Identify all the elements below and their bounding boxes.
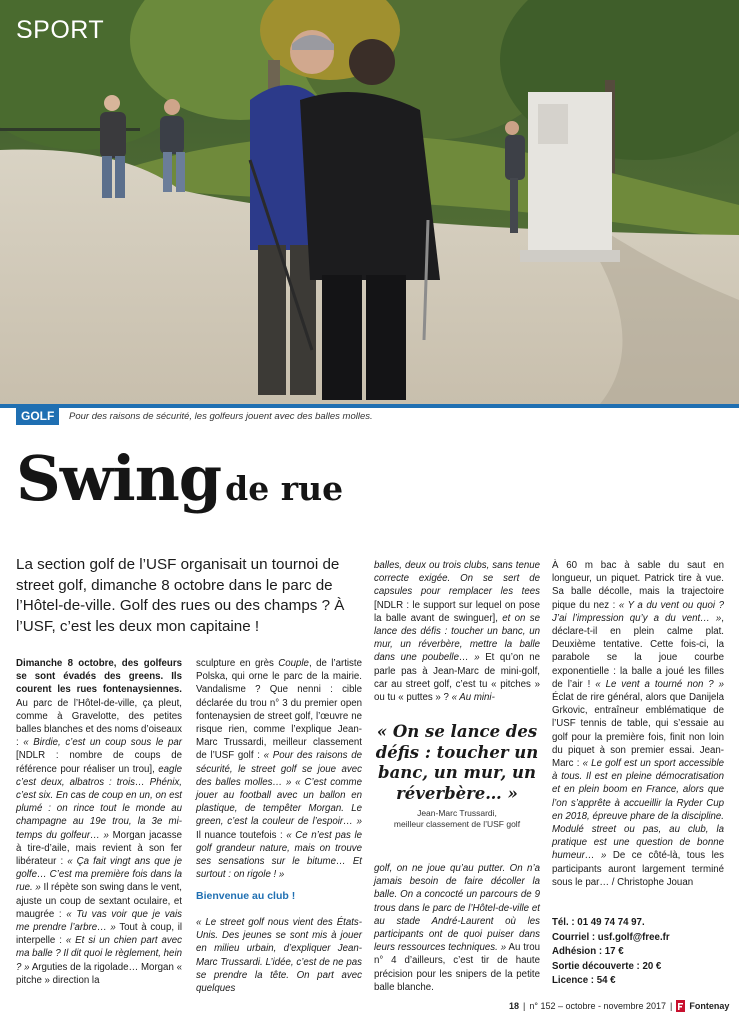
quote-run: « Et si un chien part avec ma balle ? Il dit quoi le règlement, hein ? » [16, 935, 183, 973]
text-run: [NDLR : nombre de coups de référence pour réaliser un trou], [16, 750, 182, 775]
pull-quote-author: Jean-Marc Trussardi, [417, 808, 497, 818]
contact-info [552, 916, 724, 989]
text-run: Éclat de rire général, alors que Danijela Grkovic, entraîneur emblématique de l’USF tennis de table, qui s’essaie au golf pour la première fois, finit non loin du piquet à son premier essai. Jean-Marc : [552, 692, 724, 770]
text-run: , déclare-t-il en plein calme plat. Deuxième tentative. Cette fois-ci, la parabole se la joue courbe exponentielle : la balle a joué les filles de l’air ! [552, 612, 724, 690]
contact-label: Courriel : [552, 931, 596, 943]
footer-separator: | [523, 1001, 526, 1011]
contact-discovery [552, 960, 724, 975]
quote-run: golf, on ne joue qu’au putter. On n’a jamais besoin de faire décoller la balle. On a concocté un parcours de 9 trous dans le parc de l’Hôtel-de-ville et au stade André-Laurent où les participants ont de quoi puiser dans leurs ressources techniques. » [374, 863, 540, 954]
quote-run: « Le street golf nous vient des États-Unis. Des jeunes se sont mis à jouer en milieu urbain, d’expliquer Jean-Marc Trussardi. L’idée, c’est de ne pas se prendre la tête. On part avec quelques [196, 917, 362, 995]
text-run: Il nuance toutefois : [196, 829, 287, 841]
quote-run: balles, deux ou trois clubs, sans tenue correcte exigée. On se sert de capsules pour remplacer les tees [374, 560, 540, 598]
article-column-3 [374, 559, 540, 704]
headline-main: Swing [16, 442, 222, 515]
contact-value: 01 49 74 74 97. [574, 917, 645, 928]
subheading: Bienvenue au club ! [196, 890, 296, 902]
contact-label: Tél. : [552, 917, 575, 928]
text-run: , de l’artiste Polska, qui orne le parc de la mairie. Vandalisme ? Que nenni : cible déclarée du trou n° 3 du premier open fontenaysien de street golf, l’œuvre ne risque rien, comme l’explique Jean-Marc Trussardi, meilleur classement de l’USF golf : [196, 658, 362, 762]
contact-email [552, 931, 724, 946]
article-column-4 [552, 559, 724, 889]
headline-rest: de rue [225, 469, 344, 508]
lead-paragraph: Dimanche 8 octobre, des golfeurs se sont évadés des greens. Ils courent les rues fontenaysiennes. [16, 658, 182, 696]
text-run: Morgan jacasse à tire-d’aile, mais revient à son fer libérateur : [16, 829, 182, 868]
contact-membership [552, 945, 724, 960]
quote-run: « Le golf est un sport accessible à tous. Il est en pleine démocratisation et en plein boom en France, alors que l’on s’apprête à accueillir la Ryder Cup en 2018, épreuve phare de la discipline. Modulé street ou pas, au club, la pratique est une question de bonne humeur… » [552, 758, 724, 862]
street-golf-photo [0, 0, 739, 404]
quote-run: « Tu vas voir que je vais me prendre l’arbre… » [16, 908, 182, 934]
text-run: Tout à coup, il interpelle : [16, 922, 182, 947]
standfirst: La section golf de l’USF organisait un tournoi de street golf, dimanche 8 octobre dans le parc de l’Hôtel-de-ville. Golf des rues ou des champs ? À l’USF, c’est les deux mon capitaine ! [16, 556, 345, 635]
quote-run: « Birdie, c’est un coup sous le par [23, 737, 182, 749]
text-run: Arguties de la rigolade… Morgan « pitche » direction la [16, 961, 183, 986]
text-run: Au trou n° 4 d’ailleurs, c’est tir de haute précision pour les snipers de la petite balle blanche. [374, 942, 541, 993]
quote-run: « Ça fait vingt ans que je golfe… C’est ma première fois dans la rue. » [16, 856, 182, 894]
contact-value: 20 € [639, 960, 662, 972]
byline: / Christophe Jouan [611, 876, 694, 888]
footer-separator: | [670, 1001, 673, 1011]
section-label: SPORT [16, 16, 105, 44]
hero-photo [0, 0, 739, 404]
text-run: Au parc de l’Hôtel-de-ville, ça pleut, comme à Gravelotte, des petites balles blanches et des noms d’oiseaux : [16, 697, 182, 749]
headline [16, 442, 344, 515]
text-run: À 60 m bac à sable du saut en longueur, un piquet. Patrick tire à vue. Sa balle décolle, mais la trajectoire pique du nez : [552, 560, 724, 611]
contact-value: 17 € [602, 946, 624, 957]
quote-run: « Y a du vent ou quoi ? J’ai l’impression qu’y a du vent… » [552, 599, 724, 624]
pull-quote-role: meilleur classement de l’USF golf [393, 819, 521, 829]
text-run: sculpture en grès [196, 658, 279, 669]
contact-label: Sortie découverte : [552, 960, 640, 972]
pull-quote [374, 722, 540, 830]
quote-run: « Le vent a tourné non ? » [595, 678, 724, 690]
contact-value: usf.golf@free.fr [595, 931, 670, 943]
contact-value: 54 € [594, 975, 616, 986]
page-footer [509, 1000, 729, 1012]
contact-label: Licence : [552, 975, 594, 986]
text-run: [NDLR : le support sur lequel on pose la balle avant de swinguer], [374, 599, 540, 624]
pull-quote-text: « On se lance des défis : toucher un banc, un mur, un réverbère… » [375, 722, 539, 803]
contact-label: Adhésion : [552, 946, 603, 957]
issue-info: n° 152 – octobre - novembre 2017 [529, 1001, 667, 1011]
quote-run: « Pour des raisons de sécurité, le street golf se joue avec des balles molles… » « C’est comme jouer au football avec un ballon en plastique, de tempêter Morgan. Le green, c’est la couleur de l’espoir… » [196, 750, 362, 828]
quote-run: « Au mini- [451, 692, 495, 704]
contact-phone [552, 916, 724, 931]
photo-caption: Pour des raisons de sécurité, les golfeurs jouent avec des balles molles. [69, 411, 373, 422]
caption-rule [0, 404, 739, 408]
article-column-3-continued [374, 862, 540, 994]
quote-run: « Ce n’est pas le golf grandeur nature, mais on trouve ses sensations sur le bitume… Et surtout : on rigole ! » [196, 829, 362, 881]
page-number: 18 [509, 1001, 520, 1011]
fontenay-logo-icon [676, 1000, 685, 1012]
contact-licence [552, 974, 724, 989]
artwork-title: Couple [278, 658, 309, 669]
text-run: Il répète son swing dans le vent, ajuste un coup de sextant oculaire, et maugrée : [16, 882, 182, 920]
quote-run: eagle c’est deux, albatros : trois… Phénix, c’est six. En cas de coup en un, on est plumé : on rince tout le monde au champagne au 19e trou, la 3e mi-temps du golfeur… » [16, 763, 182, 841]
text-run: Et qu’on ne parle pas à Jean-Marc de mini-golf, car au street golf, c’est tu « pitches » ou tu « puttes » ? [374, 652, 540, 704]
text-run: De ce côté-là, tous les participants auront largement terminé sous le par… [552, 850, 724, 888]
article-column-2-continued [196, 916, 362, 995]
rubric-tag: GOLF [16, 408, 59, 425]
article-column-2 [196, 657, 362, 881]
article-column-1 [16, 657, 182, 987]
quote-run: et on se lance des défis : toucher un banc, un mur, un réverbère, mettre la balle dans une poubelle… » [374, 612, 540, 664]
brand-name: Fontenay [689, 1001, 730, 1011]
